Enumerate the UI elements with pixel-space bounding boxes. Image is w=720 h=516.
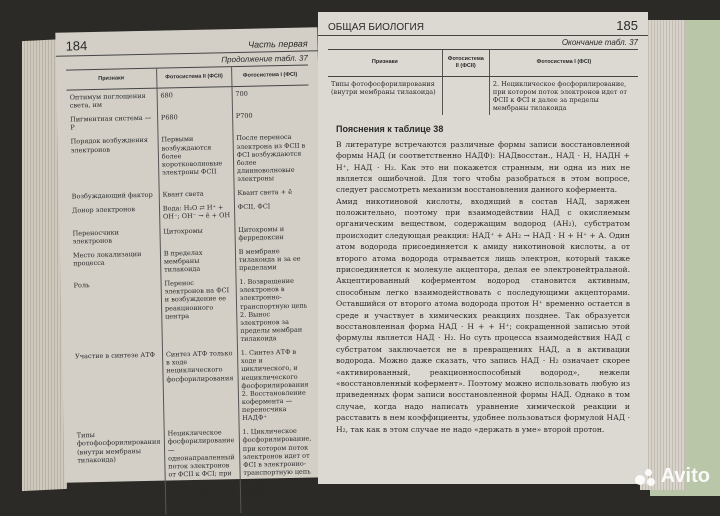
- column-header: Фотосистема I (ФСI): [489, 50, 638, 77]
- left-page: [55, 27, 326, 510]
- column-header: Фотосистема I (ФСI): [231, 65, 308, 86]
- watermark-text: Avito: [660, 465, 710, 487]
- column-header: Фотосистема II (ФСII): [442, 50, 489, 77]
- table-cell: Квант света + ē: [234, 185, 311, 201]
- explanation-text: [318, 115, 648, 439]
- table-cell: Порядок возбуждения электронов: [70, 136, 149, 154]
- table-cell: Оптимум поглощения света, нм: [69, 91, 146, 110]
- table-cell: Типы фотофосфорилирования (внутри мембраны тилакоида): [76, 431, 161, 465]
- table-cell: Нециклическое фосфорилирование — однонаправленный поток электронов от ФСII к ФСI; при этом синтезируется АТФ: [164, 425, 241, 514]
- column-header: Фотосистема II (ФСII): [156, 67, 231, 88]
- table-row: [70, 274, 313, 350]
- table-row: [72, 345, 316, 429]
- avito-watermark: [635, 465, 710, 488]
- table-cell: Роль: [73, 281, 90, 290]
- table-cell: Донор электронов: [71, 205, 136, 215]
- table-row: [328, 76, 638, 115]
- table-cell: ФСII, ФСI: [234, 199, 311, 223]
- table-cell: Переносчики электронов: [72, 228, 120, 246]
- table-cell: В мембране тилакоида и за ее пределами: [235, 243, 312, 275]
- table-cell: Возбуждающий фактор: [71, 190, 153, 201]
- table-cell: 1. Возвращение электронов в электронно-транспортную цепь 2. Вынос электронов за пределы мембран тилакоида: [236, 274, 314, 347]
- table-cell: Перенос электронов на ФСI и возбуждение ее реакционного центра: [161, 275, 237, 348]
- page-header: [318, 12, 648, 36]
- table-continued-label: Продолжение табл. 37: [221, 53, 308, 65]
- photosystem-table: [66, 65, 317, 516]
- table-cell: В пределах мембраны тилакоида: [160, 245, 236, 277]
- table-cell: 680: [157, 86, 232, 110]
- page-number: 184: [65, 38, 88, 54]
- table-row: [67, 130, 310, 190]
- table-cell: Место локализации процесса: [72, 249, 142, 268]
- table-cell: 700: [232, 85, 309, 109]
- paragraph: Амид никотиновой кислоты, входящий в состав НАД, заряжен положительно, поэтому при взаимодействии НАД с окисляемым органическим веществом, содержащим водород (АН₂), субстратом происходит следующая реакция: НАД⁺ + АН₂ → НАД · Н + Н⁺ + А. Один атом водорода присоединяется к амиду никотиновой кислоты, а от второго атома водорода отрывается лишь электрон, который также присоединяется к молекуле акцептора, делая ее электронейтральной. Акцептированный коферментом водород становится активным, способным легко взаимодействовать с последующими акцепторами. Оставшийся от второго атома водорода протон Н⁺ временно остается в среде и участвует в химических реакциях позднее. Так образуется восстановленная форма НАД · Н + + Н⁺; сокращенной записью этой формулы является НАД · Н₂. Но суть процесса взаимодействия НАД с субстратом заключается не в превращениях НАД, а в активации водорода. Можно даже сказать, что запись НАД · Н₂ означает скорее «активированный, реакционноспособный водород», нежели «восстановленный кофермент». Поэтому можно использовать любую из приведенных форм записи восстановленной формы НАД. Однако в том случае, когда надо написать уравнение химической реакции и расставить в нем коэффициенты, удобнее пользоваться формулой НАД · Н₂, так как в этом случае не надо «держать в уме» второй протон.: [336, 196, 630, 434]
- table-cell: Цитохромы и ферредоксин: [235, 221, 312, 245]
- paragraph: В литературе встречаются различные формы записи восстановленной формы НАД (и соответственно НАДФ): НАДвосстан., НАД · Н, НАДН + Н⁺, НАД · Н₂. Как это ни покажется странным, ни одна из них не является ошибочной. Для того чтобы разобраться в этом вопросе, следует рассмотреть механизм восстановления данного кофермента.: [336, 139, 630, 195]
- right-page: [318, 12, 648, 484]
- page-number: 185: [616, 18, 638, 33]
- table-cell: [442, 76, 489, 115]
- table-cell: Вода: H₂O ⇄ H⁺ + OH⁻; OH⁻ → ē + OH: [159, 200, 234, 224]
- table-cell: Цитохромы: [160, 223, 235, 247]
- avito-logo-icon: [635, 467, 657, 487]
- column-header: Признаки: [328, 50, 442, 77]
- table-continued-label: Окончание табл. 37: [561, 38, 638, 47]
- section-title: ОБЩАЯ БИОЛОГИЯ: [328, 22, 424, 33]
- table-cell: P680: [157, 109, 232, 133]
- table-cell: После переноса электрона из ФСII в ФСI возбуждаются более длинноволновые электроны: [233, 130, 311, 186]
- table-cell: Синтез АТФ только в ходе нециклического фосфорилирования: [162, 346, 239, 427]
- column-header: Признаки: [66, 68, 157, 90]
- explanation-heading: Пояснения к таблице 38: [336, 124, 444, 135]
- table-cell: 1. Циклическое фосфорилирование, при котором поток электронов идет от ФСI в электронно-транспортную цепь и опять возвращается к ФСI; при этом синтезируется АТФ.: [239, 424, 318, 513]
- table-cell: Квант света: [159, 186, 234, 202]
- photosystem-table-end: [328, 49, 638, 115]
- table-cell: Типы фотофосфорилирования (внутри мембраны тилакоида): [331, 79, 436, 96]
- table-cell: Первыми возбуждаются более коротковолновые электроны ФСII: [158, 131, 234, 187]
- table-cell: Участие в синтезе АТФ: [75, 350, 156, 361]
- table-cell: Пигментная система — P: [70, 113, 152, 132]
- table-cell: 2. Нециклическое фосфорилирование, при котором поток электронов идет от ФСII к ФСI и далее за пределы мембраны тилакоида: [489, 76, 638, 115]
- table-cell: P700: [232, 108, 309, 132]
- running-title: Часть первая: [247, 38, 308, 50]
- table-row: [74, 424, 318, 516]
- table-cell: 1. Синтез АТФ в ходе и циклического, и нециклического фосфорилирования 2. Восстановление кофермента — переносчика НАДФ⁺: [237, 345, 315, 426]
